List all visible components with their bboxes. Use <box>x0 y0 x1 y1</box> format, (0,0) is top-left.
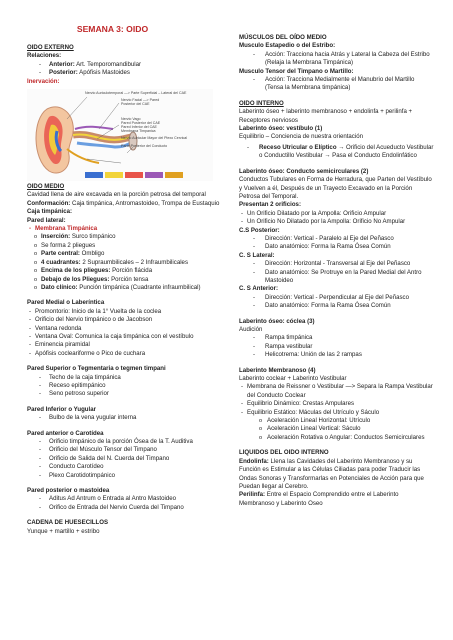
receso-item: - Receso Utricular o Elíptico → Orificio del Acueducto Vestibular o Conductillo Vestibular → Pasa el Conducto Endolinfático <box>239 144 434 161</box>
membranoso-item: - Membrana de Reissner o Vestibular —> Separa la Rampa Vestibular del Conducto Coclear <box>239 383 434 400</box>
aceleracion-item: o Aceleración Lineal Horizontal: Utrículo <box>239 417 434 425</box>
oido-medio-heading: OIDO MEDIO <box>27 183 65 191</box>
cs-lateral-item: - Dirección: Horizontal - Transversal al Eje del Peñasco <box>239 260 434 268</box>
page-title: SEMANA 3: OIDO <box>76 24 149 34</box>
membrana-item: o Debajo de los Pliegues: Porción tensa <box>27 276 223 284</box>
cadena-heading: CADENA DE HUESECILLOS <box>27 519 109 527</box>
pared-superior-heading: Pared Superior o Tegmentaria o tegmen timpani <box>27 365 166 373</box>
orificio-item: - Un Orificio Dilatado por la Ampolla: Orificio Ampular <box>239 210 434 218</box>
tensor-accion: - Acción: Tracciona Medialmente el Manubrio del Martillo (Tensa la Membrana timpánica) <box>239 76 434 93</box>
cadena-text: Yunque + martillo + estribo <box>27 527 100 535</box>
tensor-heading: Musculo Tensor del Timpano o Martillo: <box>239 67 354 75</box>
legend-swatch <box>125 172 143 178</box>
pared-anterior-item: - Conducto Carotídeo <box>27 463 223 471</box>
membranoso-item: - Equilibrio Estático: Máculas del Utrículo y Sáculo <box>239 409 434 417</box>
membranoso-item: - Equilibrio Dinámico: Crestas Ampulares <box>239 400 434 408</box>
membrana-timpanica-heading: - Membrana Timpánica <box>27 225 223 233</box>
vestibulo-heading: Laberinto óseo: vestíbulo (1) <box>239 125 323 133</box>
pared-anterior-item: - Plexo Carotidotimpánico <box>27 472 223 480</box>
cs-posterior-heading: C.S Posterior: <box>239 226 280 234</box>
inervacion-heading: Inervación: <box>27 77 60 85</box>
pared-superior-item: - Techo de la caja timpánica <box>27 374 223 382</box>
cs-lateral-heading: C. S Lateral: <box>239 251 275 259</box>
pared-anterior-heading: Pared anterior o Carotídea <box>27 429 104 437</box>
coclea-heading: Laberinto óseo: cóclea (3) <box>239 317 315 325</box>
left-column <box>27 44 223 536</box>
membrana-item: o Dato clínico: Punción timpánica (Cuadrante infraumbilical) <box>27 284 223 292</box>
figure-labels: Nervio Auriculotemporal —> Parte Superficial – Lateral del CAE Nervio Facial —> Pared Posterior del CAE Nervio Vago Pared Posterior del CAE Pared Inferior del CAE Membrana Timpanica Nervio Auricular Mayor del Plexo Cervical Parte Posterior del Conducto <box>85 91 188 148</box>
relacion-posterior: - Posterior: Apófisis Mastoides <box>27 69 223 77</box>
ear-innervation-figure <box>27 89 213 181</box>
pared-inferior-item: - Bulbo de la vena yugular interna <box>27 414 223 422</box>
coclea-text: Audición <box>239 326 263 333</box>
pared-medial-item: - Ventana redonda <box>27 325 223 333</box>
musculos-heading: MÚSCULOS DEL OÍDO MEDIO <box>239 34 327 41</box>
liquidos-heading: LIQUIDOS DEL OIDO INTERNO <box>239 449 329 457</box>
pared-medial-item: - Eminencia piramidal <box>27 341 223 349</box>
pared-medial-item: - Orificio del Nervio timpánico o de Jacobson <box>27 316 223 324</box>
membrana-item: o Parte central: Ombligo <box>27 250 223 258</box>
coclea-item: - Rampa vestibular <box>239 343 434 351</box>
membranoso-text: Laberinto coclear + Laberinto Vestibular <box>239 375 347 383</box>
right-column <box>239 34 434 508</box>
legend-swatch <box>85 172 103 178</box>
pared-anterior-item: - Orificio timpánico de la porción Ósea de la T. Auditiva <box>27 438 223 446</box>
conformacion: Conformación: Caja timpánica, Antromastoideo, Trompa de Eustaquio <box>27 199 220 207</box>
cs-anterior-heading: C. S Anterior: <box>239 285 279 293</box>
pared-anterior-item: - Orificio de Salida del N. Cuerda del Timpano <box>27 455 223 463</box>
cs-lateral-item: - Dato anatómico: Se Protruye en la Pared Medial del Antro Mastoideo <box>239 269 434 286</box>
pared-anterior-item: - Orificio del Músculo Tensor del Timpano <box>27 446 223 454</box>
endolinfa-text: Endolinfa: Llena las Cavidades del Laberinto Membranoso y su Función es Estimular a las Células Ciliadas para poder Traducir las Ondas Sonoras y Transformarlas en Potenciales de Acción para que Puedan llegar al Cerebro. <box>239 457 424 490</box>
orificios-heading: Presentan 2 orificios: <box>239 201 301 209</box>
coclea-item: - Helicotrema: Unión de las 2 rampas <box>239 351 434 359</box>
cs-posterior-item: - Dirección: Vertical - Paralelo al Eje del Peñasco <box>239 235 434 243</box>
legend-swatch <box>145 172 163 178</box>
relacion-anterior: - Anterior: Art. Temporomandibular <box>27 61 223 69</box>
aceleracion-item: o Aceleración Lineal Vertical: Sáculo <box>239 425 434 433</box>
pared-superior-item: - Seno petroso superior <box>27 390 223 398</box>
oido-medio-desc: Cavidad llena de aire excavada en la porción petrosa del temporal <box>27 191 206 199</box>
pared-medial-heading: Pared Medial o Laberíntica <box>27 299 105 307</box>
legend-swatch <box>105 172 123 178</box>
pared-medial-item: - Promontorio: Inicio de la 1° Vuelta de la coclea <box>27 308 223 316</box>
semicirculares-text: Conductos Tubulares en Forma de Herradura, que Parten del Vestíbulo y Vuelven a él, Después de un Trayecto Excavado en la Porción Petrosa del Temporal. <box>239 176 432 200</box>
membrana-item: o Encima de los pliegues: Porción flácida <box>27 267 223 275</box>
legend-swatch <box>165 172 183 178</box>
pared-posterior-item: - Orifico de Entrada del Nervio Cuerda del Timpano <box>27 504 223 512</box>
oido-interno-text: Laberinto óseo + laberinto membranoso + endolinfa + perilinfa + Receptores nerviosos <box>239 108 413 124</box>
estapedio-accion: - Acción: Tracciona hacia Atrás y Lateral la Cabeza del Estribo (Relaja la Membrana Timpánica) <box>239 51 434 68</box>
pared-lateral-heading: Pared lateral: <box>27 216 66 224</box>
cs-posterior-item: - Dato anatómico: Forma la Rama Ósea Común <box>239 243 434 251</box>
pared-medial-item: - Ventana Oval: Comunica la caja timpánica con el vestíbulo <box>27 333 223 341</box>
caja-timpanica-heading: Caja timpánica: <box>27 208 73 216</box>
estapedio-heading: Musculo Estapedio o del Estribo: <box>239 42 336 50</box>
coclea-item: - Rampa timpánica <box>239 334 434 342</box>
relaciones-heading: Relaciones: <box>27 52 62 60</box>
pared-posterior-heading: Pared posterior o mastoidea <box>27 487 110 495</box>
perilinfa-text: Perilinfa: Entre el Espacio Comprendido entre el Laberinto Membranoso y Laberinto Oseo <box>239 491 399 507</box>
pared-posterior-item: - Aditus Ad Antrum o Entrada al Antro Mastoideo <box>27 495 223 503</box>
membrana-item: o Inserción: Surco timpánico <box>27 233 223 241</box>
cs-anterior-item: - Dirección: Vertical - Perpendicular al Eje del Peñasco <box>239 294 434 302</box>
membrana-item: o 4 cuadrantes: 2 Supraumbilicales – 2 Infraumbilicales <box>27 259 223 267</box>
orificio-item: - Un Orificio No Dilatado por la Ampolla: Orificio No Ampular <box>239 218 434 226</box>
membrana-item: o Se forma 2 pliegues <box>27 242 223 250</box>
pared-medial-item: - Apófisis cocleariforme o Pico de cuchara <box>27 350 223 358</box>
oido-externo-heading: OIDO EXTERNO <box>27 44 74 51</box>
membranoso-heading: Laberinto Membranoso (4) <box>239 366 316 374</box>
figure-legend <box>85 172 183 178</box>
aceleracion-item: o Aceleración Rotativa o Angular: Conductos Semicirculares <box>239 434 434 442</box>
vestibulo-text: Equilibrio – Conciencia de nuestra orientación <box>239 133 363 141</box>
pared-inferior-heading: Pared Inferior o Yugular <box>27 405 96 413</box>
cs-anterior-item: - Dato anatómico: Forma la Rama Ósea Común <box>239 302 434 310</box>
oido-interno-heading: OIDO INTERNO <box>239 99 284 107</box>
pared-superior-item: - Receso epitimpánico <box>27 382 223 390</box>
semicirculares-heading: Laberinto óseo: Conducto semicirculares (2) <box>239 167 369 175</box>
